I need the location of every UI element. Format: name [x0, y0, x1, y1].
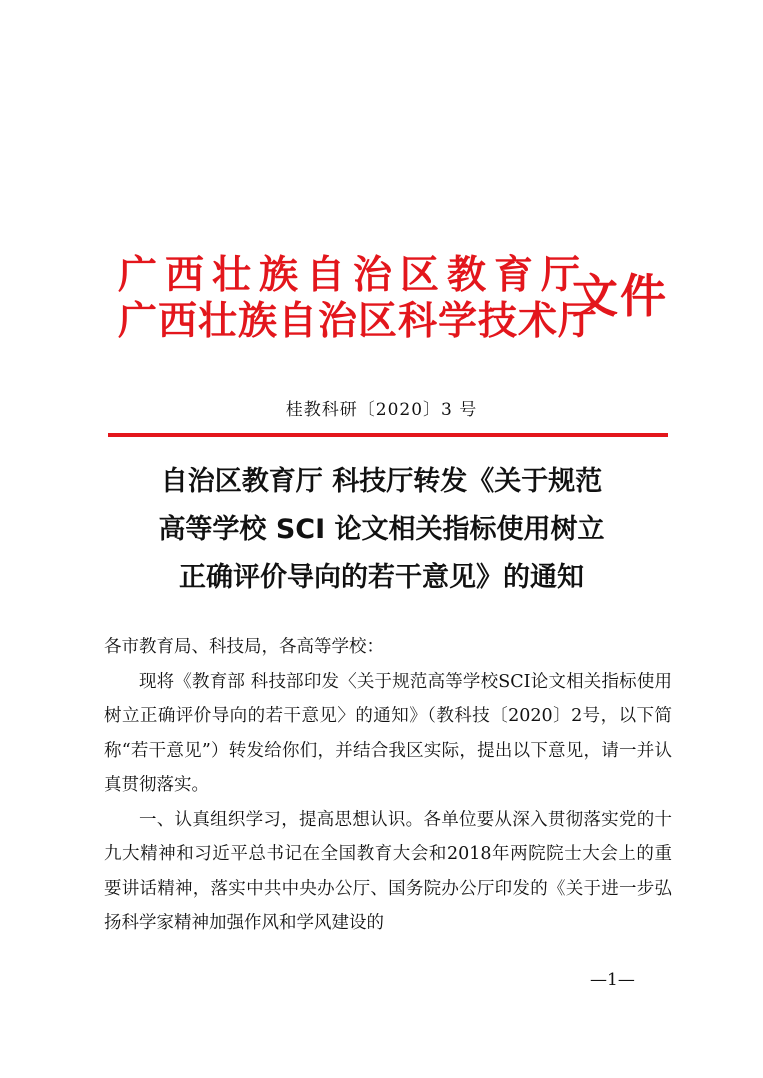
title-line-1: 自治区教育厅 科技厅转发《关于规范 [160, 466, 603, 497]
page-number: —1— [590, 970, 635, 990]
issuer-science-technology-department: 广西壮族自治区科学技术厅 [118, 298, 599, 344]
salutation: 各市教育局、科技局，各高等学校： [104, 637, 384, 657]
document-number: 桂教科研〔2020〕3 号 [285, 400, 478, 420]
issuing-authorities [118, 252, 599, 344]
body-paragraph-1: 现将《教育部 科技部印发〈关于规范高等学校SCI论文相关指标使用 树立正确评价导向的若干意见〉的通知》（教科技〔2020〕2号，以下简称“若干意见”）转发给你们，并结合我区实际，提出以下意见，请一并认真贯彻落实。 [104, 671, 672, 795]
document-body [104, 630, 672, 941]
title-line-3: 正确评价导向的若干意见》的通知 [179, 562, 584, 593]
document-title [100, 458, 663, 602]
issuer-education-department: 广西壮族自治区教育厅 [118, 252, 589, 298]
title-line-2: 高等学校 SCI 论文相关指标使用树立 [158, 514, 605, 545]
document-type-label: 文件 [572, 269, 668, 323]
body-paragraph-2: 一、认真组织学习，提高思想认识。各单位要从深入贯彻落实党的十九大精神和习近平总书记在全国教育大会和2018年两院院士大会上的重要讲话精神，落实中共中央办公厅、国务院办公厅印发的《关于进一步弘扬科学家精神加强作风和学风建设的 [104, 809, 672, 933]
red-divider-line [108, 433, 668, 437]
